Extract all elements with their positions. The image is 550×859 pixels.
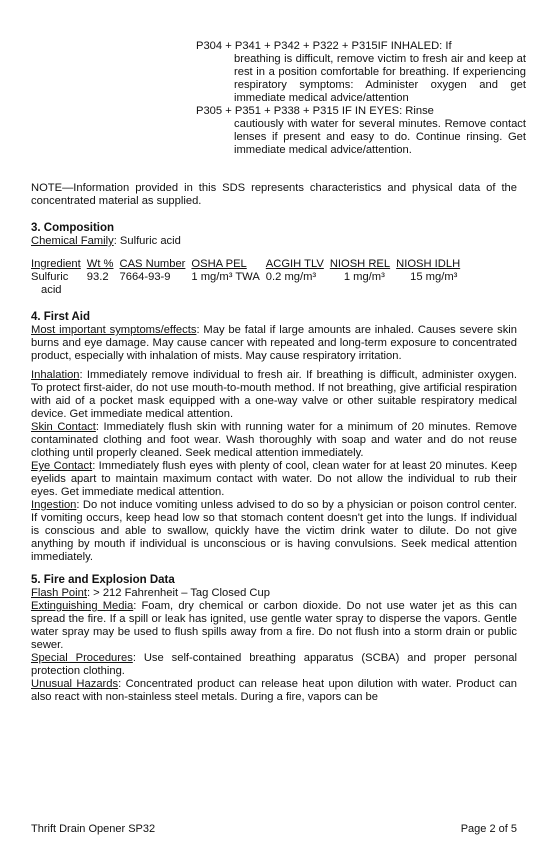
section-4-heading: 4. First Aid (31, 311, 90, 323)
cell-niosh-rel: 1 mg/m³ (343, 271, 385, 283)
inhalation-label: Inhalation (31, 369, 80, 381)
inhalation-text: : Immediately remove individual to fresh air. If breathing is difficult, administer oxygen. To protect first-aider, do not use mouth-to-mouth method. If not breathing, give artificial respiration with aid of a pocket mask equipped with a one-way valve or other suitable respiratory medical device. Get immediate medical attention. (31, 369, 517, 420)
footer-page-number: Page 2 of 5 (460, 823, 517, 835)
cell-ingredient (31, 271, 87, 297)
symptoms-label: Most important symptoms/effects (31, 324, 197, 336)
cell-osha: 1 mg/m³ TWA (191, 271, 260, 283)
skin-contact-paragraph (31, 421, 517, 460)
precaution-inhaled: P304 + P341 + P342 + P322 + P315IF INHALED: If (196, 40, 452, 52)
cell-wt: 93.2 (86, 271, 109, 283)
section-5-heading: 5. Fire and Explosion Data (31, 574, 175, 586)
precaution-eyes-text: cautiously with water for several minutes. Remove contact lenses if present and easy to do. Continue rinsing. Get immediate medical advice/attention. (234, 118, 526, 156)
symptoms-text: : May be fatal if large amounts are inhaled. Causes severe skin burns and eye damage. May cause cancer with repeated and long-term exposure to concentrated product, especially with inhalation of mists. May cause respiratory irritation. (31, 324, 517, 362)
special-procedures-label: Special Procedures (31, 652, 133, 664)
note-paragraph: NOTE—Information provided in this SDS represents characteristics and physical data of the concentrated material as supplied. (31, 182, 517, 207)
unusual-hazards-paragraph (31, 678, 517, 704)
header-niosh-rel: NIOSH REL (329, 258, 391, 270)
cell-niosh-idlh: 15 mg/m³ (410, 271, 458, 283)
ingredient-name-cont: acid (41, 284, 62, 296)
flash-point-paragraph (31, 587, 517, 600)
header-wt: Wt % (86, 258, 114, 270)
symptoms-paragraph (31, 324, 517, 363)
composition-table (31, 258, 466, 297)
eye-contact-text: : Immediately flush eyes with plenty of cool, clean water for at least 20 minutes. Keep eyelids apart to maintain maximum contact with water. Do not allow the individual to rub their eyes. Get immediate medical attention. (31, 460, 517, 498)
special-procedures-paragraph (31, 652, 517, 678)
cell-acgih: 0.2 mg/m³ (265, 271, 317, 283)
eye-contact-paragraph (31, 460, 517, 499)
section-3-heading: 3. Composition (31, 222, 115, 234)
header-osha: OSHA PEL (191, 258, 247, 270)
header-niosh-idlh: NIOSH IDLH (396, 258, 461, 270)
eye-contact-label: Eye Contact (31, 460, 93, 472)
table-header-row (31, 258, 466, 271)
cell-cas: 7664-93-9 (119, 271, 171, 283)
unusual-hazards-label: Unusual Hazards (31, 678, 119, 690)
flash-point-text: : > 212 Fahrenheit – Tag Closed Cup (86, 587, 270, 599)
chemical-family-label: Chemical Family (31, 235, 114, 247)
extinguishing-text: : Foam, dry chemical or carbon dioxide. Do not use water jet as this can spread the fire. If a spill or leak has ignited, use gentle water spray to disperse the vapors. Gentle water spray may be used to flush spills away from a fire. Do not flush into a storm drain or public sewer. (31, 600, 518, 651)
unusual-hazards-text: : Concentrated product can release heat upon dilution with water. Product can also react with non-stainless steel metals. During a fire, vapors can be (31, 678, 517, 703)
ingestion-label: Ingestion (31, 499, 77, 511)
ingestion-text: : Do not induce vomiting unless advised to do so by a physician or poison control center. If vomiting occurs, keep head low so that stomach content doesn't get into the lungs. If individual is conscious and able to swallow, quickly have the victim drink water to dilute. Do not give anything by mouth if individual is unconscious or is having convulsions. Seek medical attention immediately. (31, 499, 517, 563)
extinguishing-label: Extinguishing Media (31, 600, 134, 612)
chemical-family (31, 235, 517, 248)
chemical-family-value: : Sulfuric acid (113, 235, 181, 247)
footer-product-name: Thrift Drain Opener SP32 (31, 823, 156, 835)
extinguishing-paragraph (31, 600, 517, 652)
ingestion-paragraph (31, 499, 517, 564)
table-row (31, 271, 466, 297)
header-cas: CAS Number (119, 258, 186, 270)
header-acgih: ACGIH TLV (265, 258, 324, 270)
special-procedures-text: : Use self-contained breathing apparatus (SCBA) and proper personal protection clothing. (31, 652, 517, 677)
skin-contact-text: : Immediately flush skin with running water for a minimum of 20 minutes. Remove contaminated clothing and foot wear. Wash thoroughly with soap and water and do not reuse clothing until properly cleaned. Seek medical attention immediately. (31, 421, 517, 459)
skin-contact-label: Skin Contact (31, 421, 96, 433)
ingredient-name: Sulfuric (31, 271, 69, 283)
precautionary-statements (196, 40, 526, 157)
precaution-eyes: P305 + P351 + P338 + P315 IF IN EYES: Rinse (196, 105, 434, 117)
document-body (31, 182, 517, 704)
precaution-inhaled-text: breathing is difficult, remove victim to fresh air and keep at rest in a position comfortable for breathing. If experiencing respiratory symptoms: Administer oxygen and get immediate medical advice/attention (234, 53, 526, 104)
header-ingredient: Ingredient (31, 258, 81, 270)
inhalation-paragraph (31, 369, 517, 421)
flash-point-label: Flash Point (31, 587, 87, 599)
